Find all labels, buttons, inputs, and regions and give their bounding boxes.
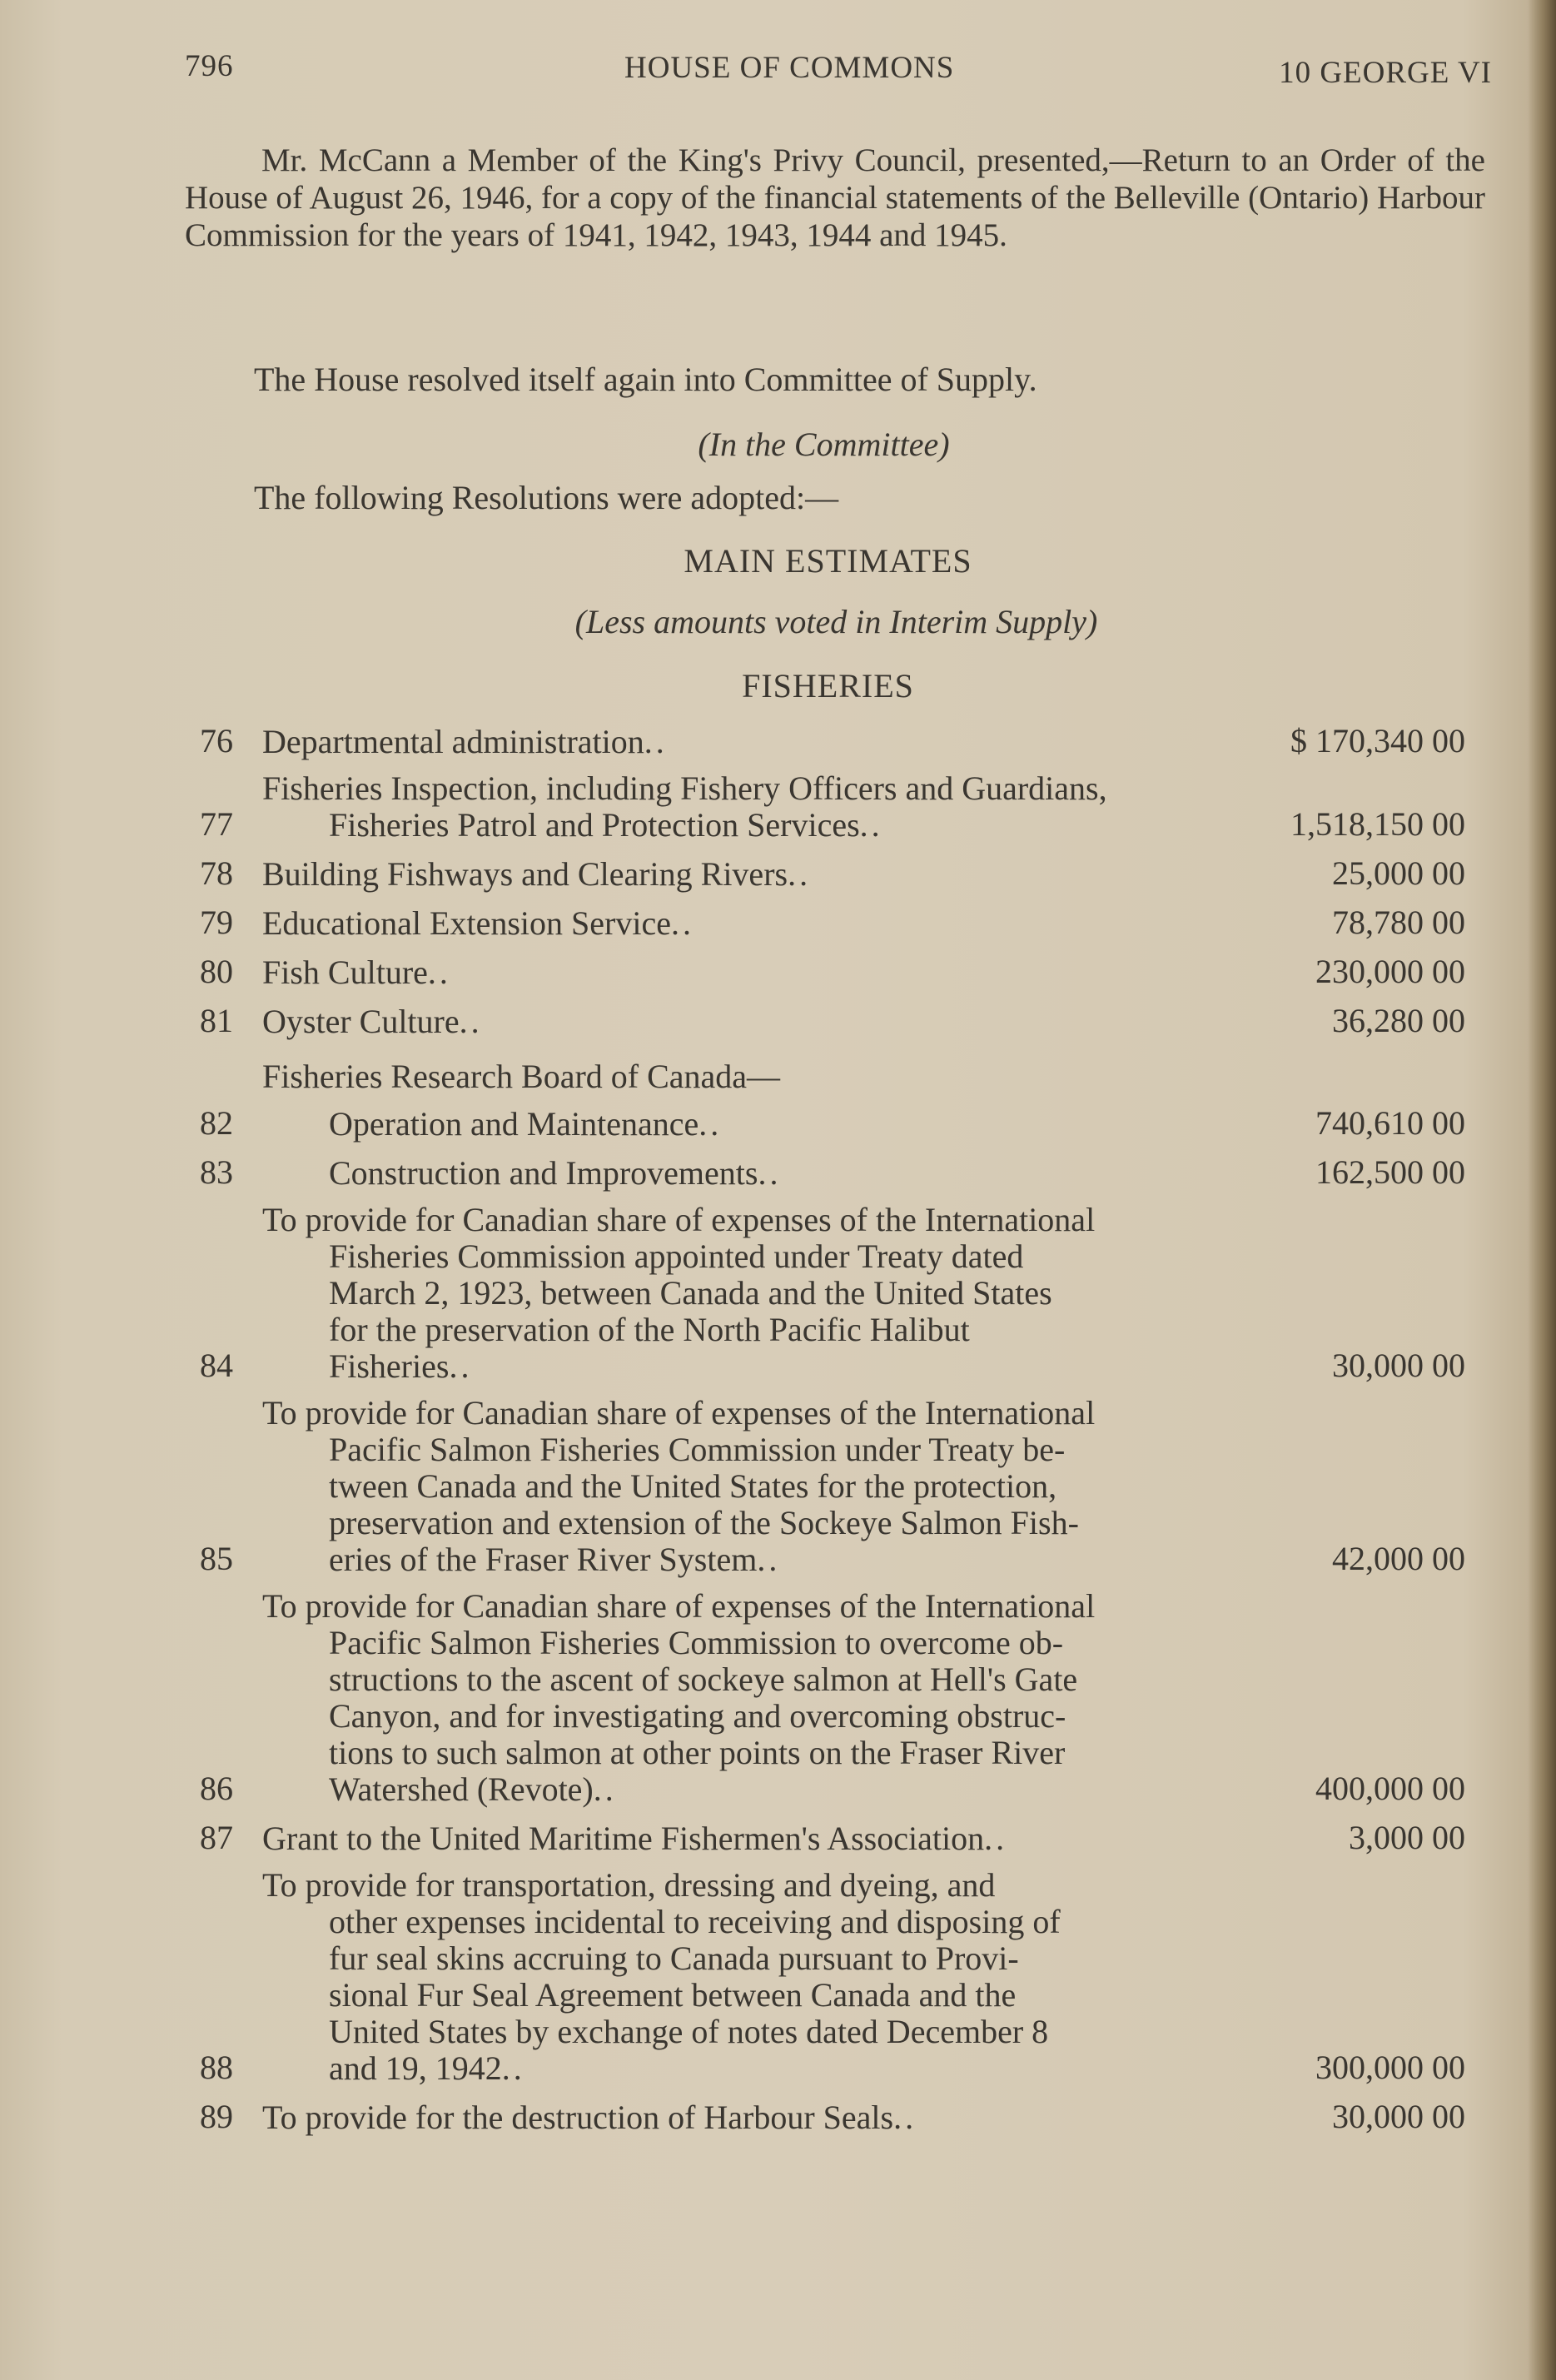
- item-description-line: sional Fur Seal Agreement between Canada and the: [329, 1976, 1017, 2014]
- item-amount: 30,000 00: [1332, 2098, 1465, 2135]
- estimate-item: [200, 1153, 1465, 1192]
- item-amount: 30,000 00: [1332, 1347, 1465, 1384]
- item-description-line: for the preservation of the North Pacific Halibut: [329, 1311, 970, 1348]
- item-description-line: fur seal skins accruing to Canada pursuant to Provi-: [329, 1939, 1019, 1977]
- item-number: 88: [200, 2049, 233, 2086]
- item-description-line: Fisheries Inspection, including Fishery Officers and Guardians,: [262, 769, 1107, 807]
- item-description: [262, 1155, 1282, 1192]
- estimate-item: [200, 770, 1465, 844]
- estimate-item: [200, 903, 1465, 942]
- item-description-line: Grant to the United Maritime Fishermen's Association..: [262, 1820, 1008, 1857]
- page-header: [185, 48, 1492, 98]
- item-description: [262, 724, 1282, 760]
- item-number: 76: [200, 722, 233, 759]
- research-board-heading: Fisheries Research Board of Canada—: [262, 1058, 781, 1095]
- section-heading: FISHERIES: [742, 667, 914, 705]
- leader-dots: ..: [893, 2099, 917, 2136]
- item-amount: 36,280 00: [1332, 1002, 1465, 1039]
- item-description: [262, 1395, 1282, 1578]
- item-description-line: To provide for Canadian share of expenses of the International: [262, 1201, 1096, 1238]
- leader-dots: ..: [449, 1347, 473, 1385]
- page-number: 796: [185, 49, 234, 83]
- committee-line: The House resolved itself again into Committee of Supply.: [254, 361, 1037, 398]
- item-description-line: United States by exchange of notes dated December 8: [329, 2013, 1049, 2050]
- item-amount: 230,000 00: [1315, 953, 1465, 990]
- leader-dots: ..: [984, 1820, 1008, 1857]
- item-number: 82: [200, 1104, 233, 1142]
- item-number: 80: [200, 953, 233, 990]
- leader-dots: ..: [670, 904, 694, 942]
- estimate-item: [200, 721, 1465, 760]
- item-amount: 78,780 00: [1332, 904, 1465, 941]
- item-number: 78: [200, 854, 233, 892]
- item-description: [262, 2099, 1282, 2136]
- item-amount: 162,500 00: [1315, 1153, 1465, 1191]
- item-description-line: To provide for the destruction of Harbour Seals..: [262, 2099, 917, 2136]
- item-number: 81: [200, 1002, 233, 1039]
- leader-dots: ..: [593, 1770, 617, 1808]
- item-description: [262, 905, 1282, 942]
- leader-dots: ..: [698, 1105, 723, 1143]
- item-description: [262, 1202, 1282, 1385]
- item-number: 83: [200, 1153, 233, 1191]
- item-amount: 400,000 00: [1315, 1770, 1465, 1807]
- item-description-line: March 2, 1923, between Canada and the United States: [329, 1274, 1052, 1312]
- item-description: [262, 954, 1282, 991]
- item-description-line: Departmental administration..: [262, 723, 668, 760]
- leader-dots: ..: [501, 2049, 525, 2087]
- resolutions-line: The following Resolutions were adopted:—: [254, 479, 839, 516]
- estimate-item: [200, 1001, 1465, 1040]
- page-edge-shadow: [1528, 0, 1556, 2380]
- reign-label: 10 GEORGE VI: [1279, 56, 1492, 90]
- item-description-line: Pacific Salmon Fisheries Commission to overcome ob-: [329, 1624, 1064, 1661]
- item-number: 85: [200, 1540, 233, 1577]
- estimate-item: [200, 1818, 1465, 1857]
- item-description-line: To provide for Canadian share of expenses of the International: [262, 1587, 1096, 1625]
- leader-dots: ..: [757, 1541, 781, 1578]
- leader-dots: ..: [427, 953, 451, 991]
- in-committee-heading: (In the Committee): [698, 426, 950, 463]
- item-description-line: Educational Extension Service..: [262, 904, 694, 942]
- leader-dots: ..: [788, 855, 812, 893]
- item-description: [262, 1820, 1282, 1857]
- item-description: [262, 856, 1282, 893]
- estimate-item: [200, 1202, 1465, 1385]
- leader-dots: ..: [758, 1154, 782, 1192]
- item-description-line: Fish Culture..: [262, 953, 451, 991]
- item-description: [262, 1588, 1282, 1808]
- item-description-line: Pacific Salmon Fisheries Commission under Treaty be-: [329, 1431, 1066, 1468]
- journal-title: HOUSE OF COMMONS: [624, 51, 955, 85]
- item-description-line: Operation and Maintenance..: [329, 1105, 723, 1143]
- item-description-line: tions to such salmon at other points on the Fraser River: [329, 1734, 1066, 1771]
- item-description-line: tween Canada and the United States for the protection,: [329, 1467, 1057, 1505]
- item-description-line: Fisheries Commission appointed under Treaty dated: [329, 1237, 1024, 1275]
- item-description-line: To provide for Canadian share of expenses of the International: [262, 1394, 1096, 1431]
- item-description-line: Fisheries Patrol and Protection Services..: [329, 806, 883, 844]
- estimate-item: [200, 1395, 1465, 1578]
- item-amount: 740,610 00: [1315, 1104, 1465, 1142]
- item-description-line: eries of the Fraser River System..: [329, 1541, 781, 1578]
- item-description-line: Watershed (Revote)..: [329, 1770, 617, 1808]
- item-number: 87: [200, 1819, 233, 1856]
- item-description-line: other expenses incidental to receiving and disposing of: [329, 1903, 1061, 1940]
- item-amount: 3,000 00: [1349, 1819, 1465, 1856]
- estimate-item: [200, 1588, 1465, 1808]
- item-number: 79: [200, 904, 233, 941]
- item-amount: $ 170,340 00: [1290, 722, 1465, 759]
- item-description: [262, 1003, 1282, 1040]
- item-description-line: Oyster Culture..: [262, 1003, 483, 1040]
- item-description-line: Construction and Improvements..: [329, 1154, 782, 1192]
- item-amount: 42,000 00: [1332, 1540, 1465, 1577]
- leader-dots: ..: [644, 723, 668, 760]
- estimate-item: [200, 1867, 1465, 2087]
- return-paragraph: Mr. McCann a Member of the King's Privy Council, presented,—Return to an Order of the House of August 26, 1946, for a copy of the financial statements of the Belleville (Ontario) Harbour Commission for the years of 1941, 1942, 1943, 1944 and 1945.: [185, 142, 1485, 253]
- item-description-line: To provide for transportation, dressing and dyeing, and: [262, 1866, 996, 1904]
- item-description-line: Canyon, and for investigating and overcoming obstruc-: [329, 1697, 1066, 1735]
- item-description-line: and 19, 1942..: [329, 2049, 525, 2087]
- estimate-item: [200, 2097, 1465, 2136]
- item-number: 84: [200, 1347, 233, 1384]
- item-number: 86: [200, 1770, 233, 1807]
- estimate-item: [200, 854, 1465, 893]
- item-amount: 1,518,150 00: [1290, 805, 1465, 843]
- less-amounts-subheading: (Less amounts voted in Interim Supply): [574, 603, 1098, 640]
- estimate-item: [200, 1103, 1465, 1143]
- item-amount: 300,000 00: [1315, 2049, 1465, 2086]
- item-description: [262, 1867, 1282, 2087]
- item-description-line: Building Fishways and Clearing Rivers..: [262, 855, 812, 893]
- leader-dots: ..: [459, 1003, 483, 1040]
- item-number: 89: [200, 2098, 233, 2135]
- item-number: 77: [200, 805, 233, 843]
- leader-dots: ..: [859, 806, 883, 844]
- item-description-line: preservation and extension of the Sockeye Salmon Fish-: [329, 1504, 1079, 1541]
- main-estimates-heading: MAIN ESTIMATES: [684, 542, 972, 580]
- estimates-list: [200, 721, 1465, 2146]
- item-description: [262, 1106, 1282, 1143]
- item-description: [262, 770, 1282, 844]
- item-amount: 25,000 00: [1332, 854, 1465, 892]
- item-description-line: structions to the ascent of sockeye salmon at Hell's Gate: [329, 1661, 1078, 1698]
- estimate-item: [200, 952, 1465, 991]
- item-description-line: Fisheries..: [329, 1347, 473, 1385]
